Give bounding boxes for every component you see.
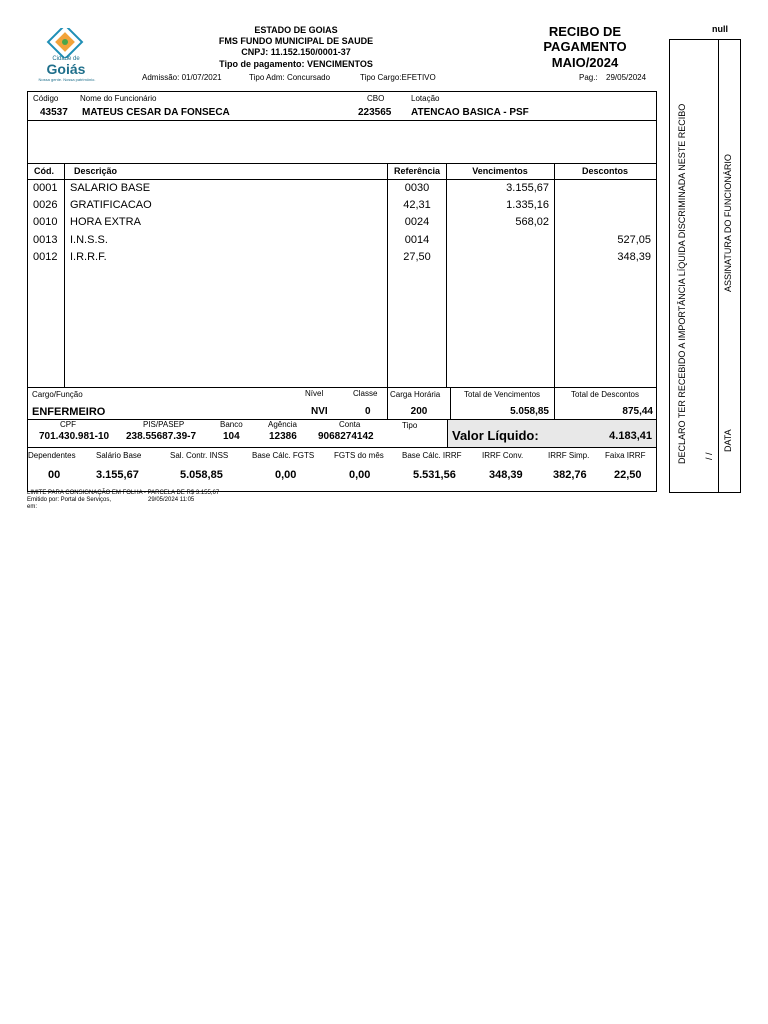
pis-value: 238.55687.39-7 (126, 431, 197, 442)
row-ref: 0014 (404, 234, 430, 246)
receipt-title-2: PAGAMENTO (543, 39, 627, 54)
base-label-fgts: Base Cálc. FGTS (252, 451, 315, 460)
page-date: 29/05/2024 (606, 73, 647, 82)
total-venc-label: Total de Vencimentos (463, 390, 541, 399)
logo-text-2: Goiás (46, 61, 86, 77)
row-desc: GRATIFICACAO (70, 199, 152, 211)
row-venc: 1.335,16 (506, 199, 549, 211)
nivel-value: NVI (311, 406, 328, 417)
base-label-irrf: Base Cálc. IRRF (402, 451, 462, 460)
base-label-inss: Sal. Contr. INSS (170, 451, 229, 460)
row-ref: 0030 (404, 182, 430, 194)
admissao: Admissão: 01/07/2021 (142, 73, 222, 82)
row-cod: 0010 (33, 216, 58, 228)
footer-em: em: (27, 504, 38, 510)
date-label: DATA (723, 429, 733, 452)
base-label-irrf-simp: IRRF Simp. (548, 451, 590, 460)
logo-mark-icon (45, 28, 85, 58)
row-desc: I.R.R.F. (70, 251, 107, 263)
divider-summary (27, 387, 657, 388)
pis-label: PIS/PASEP (143, 420, 185, 429)
tipo-cargo: Tipo Cargo:EFETIVO (360, 73, 436, 82)
col-line-3 (446, 163, 447, 387)
cbo-value: 223565 (358, 107, 392, 118)
receipt-period: MAIO/2024 (551, 55, 619, 70)
city-logo (45, 28, 85, 58)
receipt-title-1: RECIBO DE (548, 24, 622, 39)
row-desc: SALARIO BASE (70, 182, 151, 194)
base-value-inss: 5.058,85 (180, 469, 223, 481)
total-venc-value: 5.058,85 (510, 406, 549, 417)
net-value: 4.183,41 (609, 430, 652, 442)
cnpj: CNPJ: 11.152.150/0001-37 (241, 47, 351, 57)
codigo-value: 43537 (40, 107, 68, 118)
banco-label: Banco (220, 420, 243, 429)
logo-text-3: Nossa gente. Nossa patrimônio. (38, 77, 96, 82)
footer-emitted: Emitido por: Portal de Serviços, (27, 497, 112, 503)
org-line-2: FMS FUNDO MUNICIPAL DE SAUDE (218, 36, 374, 46)
divider-employee (27, 120, 657, 121)
logo-text-1: Cidade de (52, 56, 80, 62)
corner-note: null (712, 24, 728, 34)
classe-value: 0 (365, 406, 371, 417)
row-ref: 42,31 (403, 199, 431, 211)
row-descn: 527,05 (617, 234, 651, 246)
total-desc-label: Total de Descontos (570, 390, 640, 399)
cargo-value: ENFERMEIRO (32, 406, 106, 418)
col-vencimentos-header: Vencimentos (472, 166, 528, 176)
row-descn: 348,39 (617, 251, 651, 263)
divider-bases (27, 447, 657, 448)
declaration-text: DECLARO TER RECEBIDO A IMPORTÂNCIA LÍQUIDA DISCRIMINADA NESTE RECIBO (677, 103, 687, 464)
lotacao-value: ATENCAO BASICA - PSF (411, 107, 529, 118)
base-value-irrf-conv: 348,39 (489, 469, 523, 481)
base-value-fgts: 0,00 (275, 469, 297, 481)
cargo-label: Cargo/Função (32, 390, 83, 399)
footer-limit: LIMITE PARA CONSIGNAÇÃO EM FOLHA - PARCELA DE R$ 3.155,67 (27, 490, 220, 496)
col-descricao-header: Descrição (74, 166, 118, 176)
base-label-dependentes: Dependentes (28, 451, 76, 460)
cpf-label: CPF (60, 420, 76, 429)
nome-value: MATEUS CESAR DA FONSECA (82, 107, 230, 118)
date-slashes: / / (704, 452, 714, 460)
col-line-1 (64, 163, 65, 387)
bank-line-1 (447, 419, 448, 447)
tipo-label: Tipo (402, 421, 418, 430)
agencia-value: 12386 (269, 431, 297, 442)
divider-table-top (27, 163, 657, 164)
signature-inner-line (718, 40, 719, 492)
banco-value: 104 (223, 431, 240, 442)
page-label: Pag.: (579, 73, 598, 82)
classe-label: Classe (353, 389, 378, 398)
row-cod: 0012 (33, 251, 58, 263)
net-value-label: Valor Líquido: (452, 428, 539, 443)
col-line-2 (387, 163, 388, 387)
base-label-irrf-conv: IRRF Conv. (482, 451, 524, 460)
row-cod: 0026 (33, 199, 58, 211)
nivel-label: Nível (305, 389, 324, 398)
carga-value: 200 (410, 406, 428, 417)
lotacao-label: Lotação (411, 94, 440, 103)
row-venc: 3.155,67 (506, 182, 549, 194)
nome-label: Nome do Funcionário (80, 94, 157, 103)
row-venc: 568,02 (515, 216, 549, 228)
base-value-irrf-simp: 382,76 (553, 469, 587, 481)
base-label-faixa: Faixa IRRF (605, 451, 646, 460)
base-label-fgts-mes: FGTS do mês (334, 451, 384, 460)
base-label-salario: Salário Base (96, 451, 142, 460)
codigo-label: Código (33, 94, 59, 103)
row-desc: I.N.S.S. (70, 234, 108, 246)
cbo-label: CBO (367, 94, 385, 103)
base-value-dependentes: 00 (48, 469, 61, 481)
divider-table-header (27, 179, 657, 180)
signature-label: ASSINATURA DO FUNCIONÁRIO (723, 154, 733, 292)
col-referencia-header: Referência (393, 166, 441, 176)
payment-type: Tipo de pagamento: VENCIMENTOS (219, 59, 373, 69)
org-line-1: ESTADO DE GOIAS (254, 25, 338, 35)
total-desc-value: 875,44 (622, 406, 653, 417)
conta-value: 9068274142 (318, 431, 374, 442)
cpf-value: 701.430.981-10 (39, 431, 110, 442)
row-cod: 0001 (33, 182, 58, 194)
col-cod-header: Cód. (34, 166, 54, 176)
base-value-faixa: 22,50 (614, 469, 642, 481)
col-line-4 (554, 163, 555, 387)
base-value-salario: 3.155,67 (96, 469, 139, 481)
row-ref: 0024 (404, 216, 430, 228)
conta-label: Conta (339, 420, 361, 429)
agencia-label: Agência (268, 420, 297, 429)
base-value-fgts-mes: 0,00 (349, 469, 371, 481)
col-descontos-header: Descontos (581, 166, 628, 176)
footer-emitted-date: 29/05/2024 11:05 (148, 497, 195, 503)
row-cod: 0013 (33, 234, 58, 246)
tipo-adm: Tipo Adm: Concursado (249, 73, 331, 82)
carga-label: Carga Horária (390, 390, 441, 399)
base-value-irrf: 5.531,56 (413, 469, 456, 481)
row-desc: HORA EXTRA (70, 216, 141, 228)
row-ref: 27,50 (403, 251, 431, 263)
